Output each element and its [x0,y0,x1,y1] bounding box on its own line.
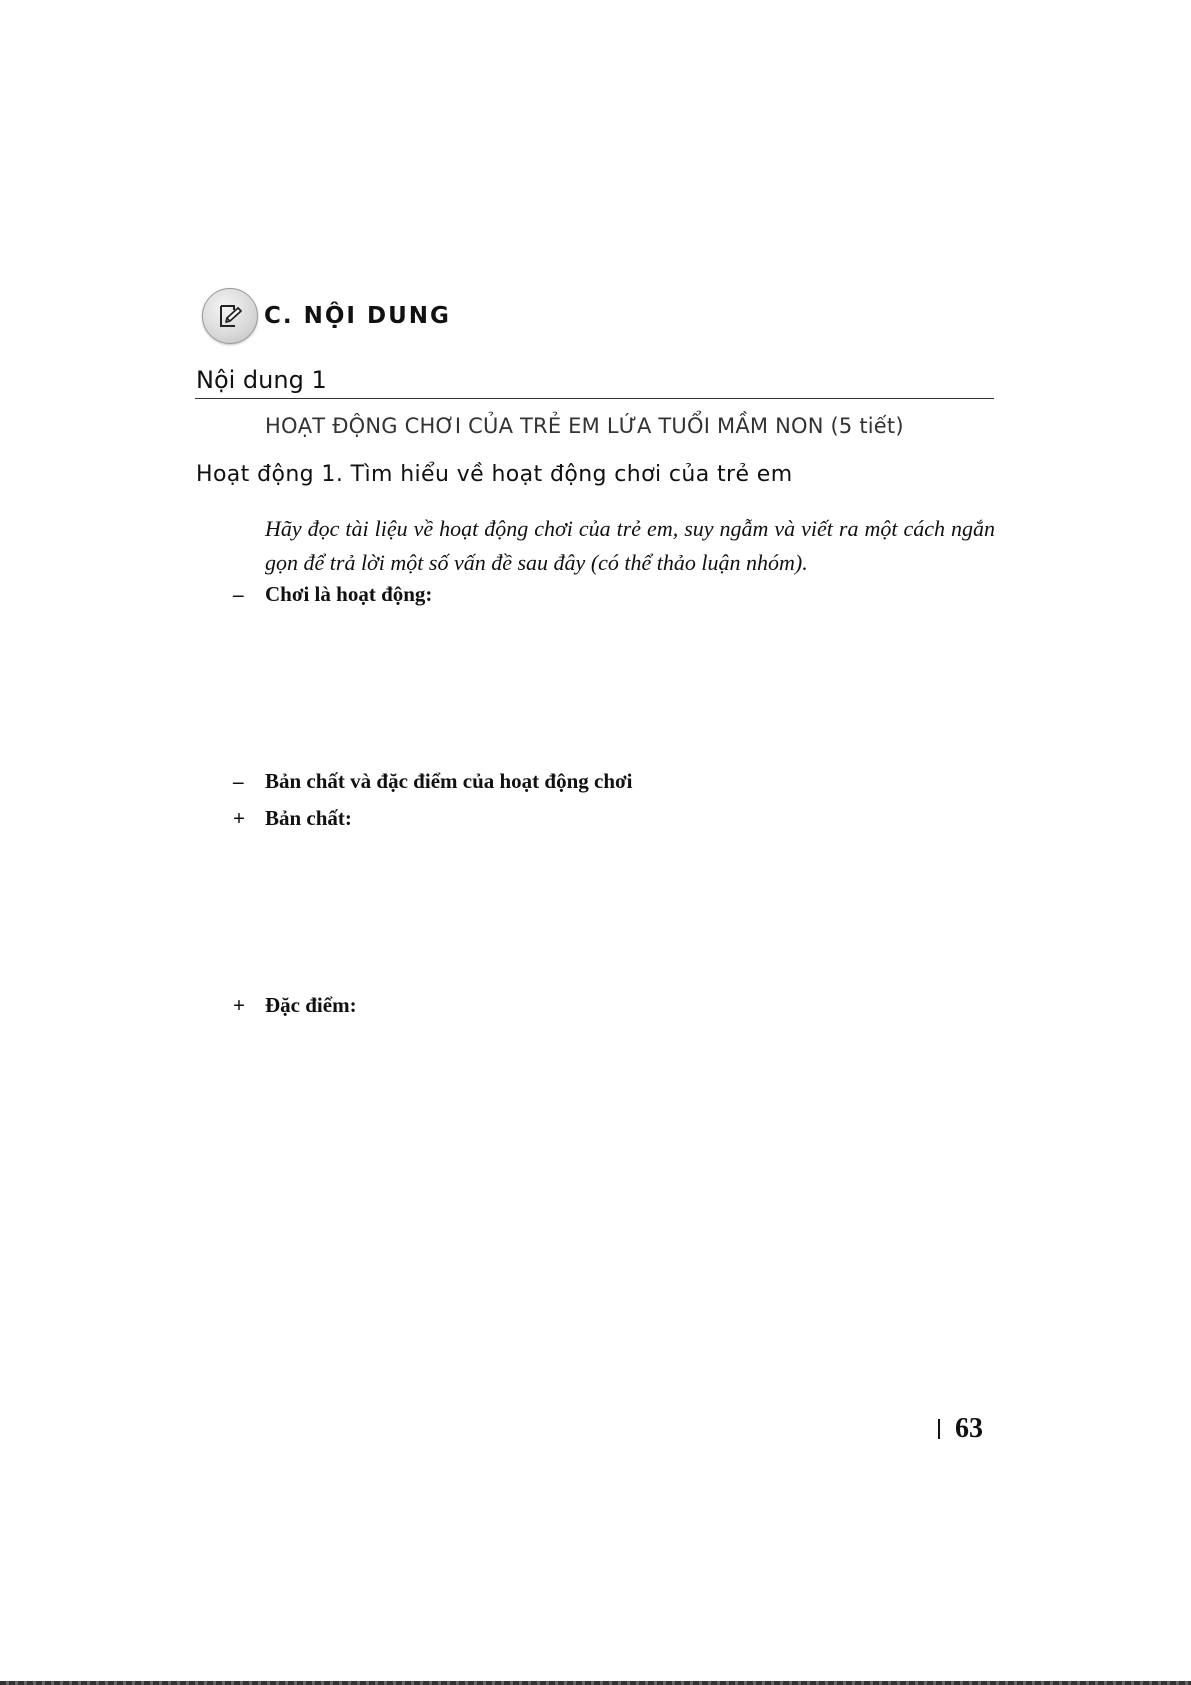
title-divider [195,398,994,399]
activity-title: Hoạt động 1. Tìm hiểu về hoạt động chơi của trẻ em [196,462,793,487]
notepad-pencil-icon [202,288,258,344]
list-item-play-definition [233,582,432,607]
list-item-features [233,993,357,1018]
plus-marker: + [233,806,245,830]
list-item-text: Đặc điểm: [265,993,357,1017]
dash-marker: – [233,769,244,793]
list-item-text: Chơi là hoạt động: [265,582,433,606]
page-number-value: 63 [955,1413,983,1444]
bottom-edge-line [0,1681,1191,1685]
content-subtitle: HOẠT ĐỘNG CHƠI CỦA TRẺ EM LỨA TUỔI MẦM NON (5 tiết) [265,414,904,438]
list-item-nature [233,806,352,831]
page-number [938,1413,983,1445]
plus-marker: + [233,993,245,1017]
section-title: C. NỘI DUNG [264,303,451,329]
dash-marker: – [233,582,244,606]
content-title: Nội dung 1 [196,366,327,394]
list-item-text: Bản chất: [265,806,352,830]
page-number-separator [938,1419,940,1439]
section-header [202,288,451,344]
list-item-nature-features [233,769,633,794]
list-item-text: Bản chất và đặc điểm của hoạt động chơi [265,769,633,793]
activity-instruction: Hãy đọc tài liệu về hoạt động chơi của trẻ em, suy ngẫm và viết ra một cách ngắn gọn để trả lời một số vấn đề sau đây (có thể thảo luận nhóm). [265,516,995,575]
